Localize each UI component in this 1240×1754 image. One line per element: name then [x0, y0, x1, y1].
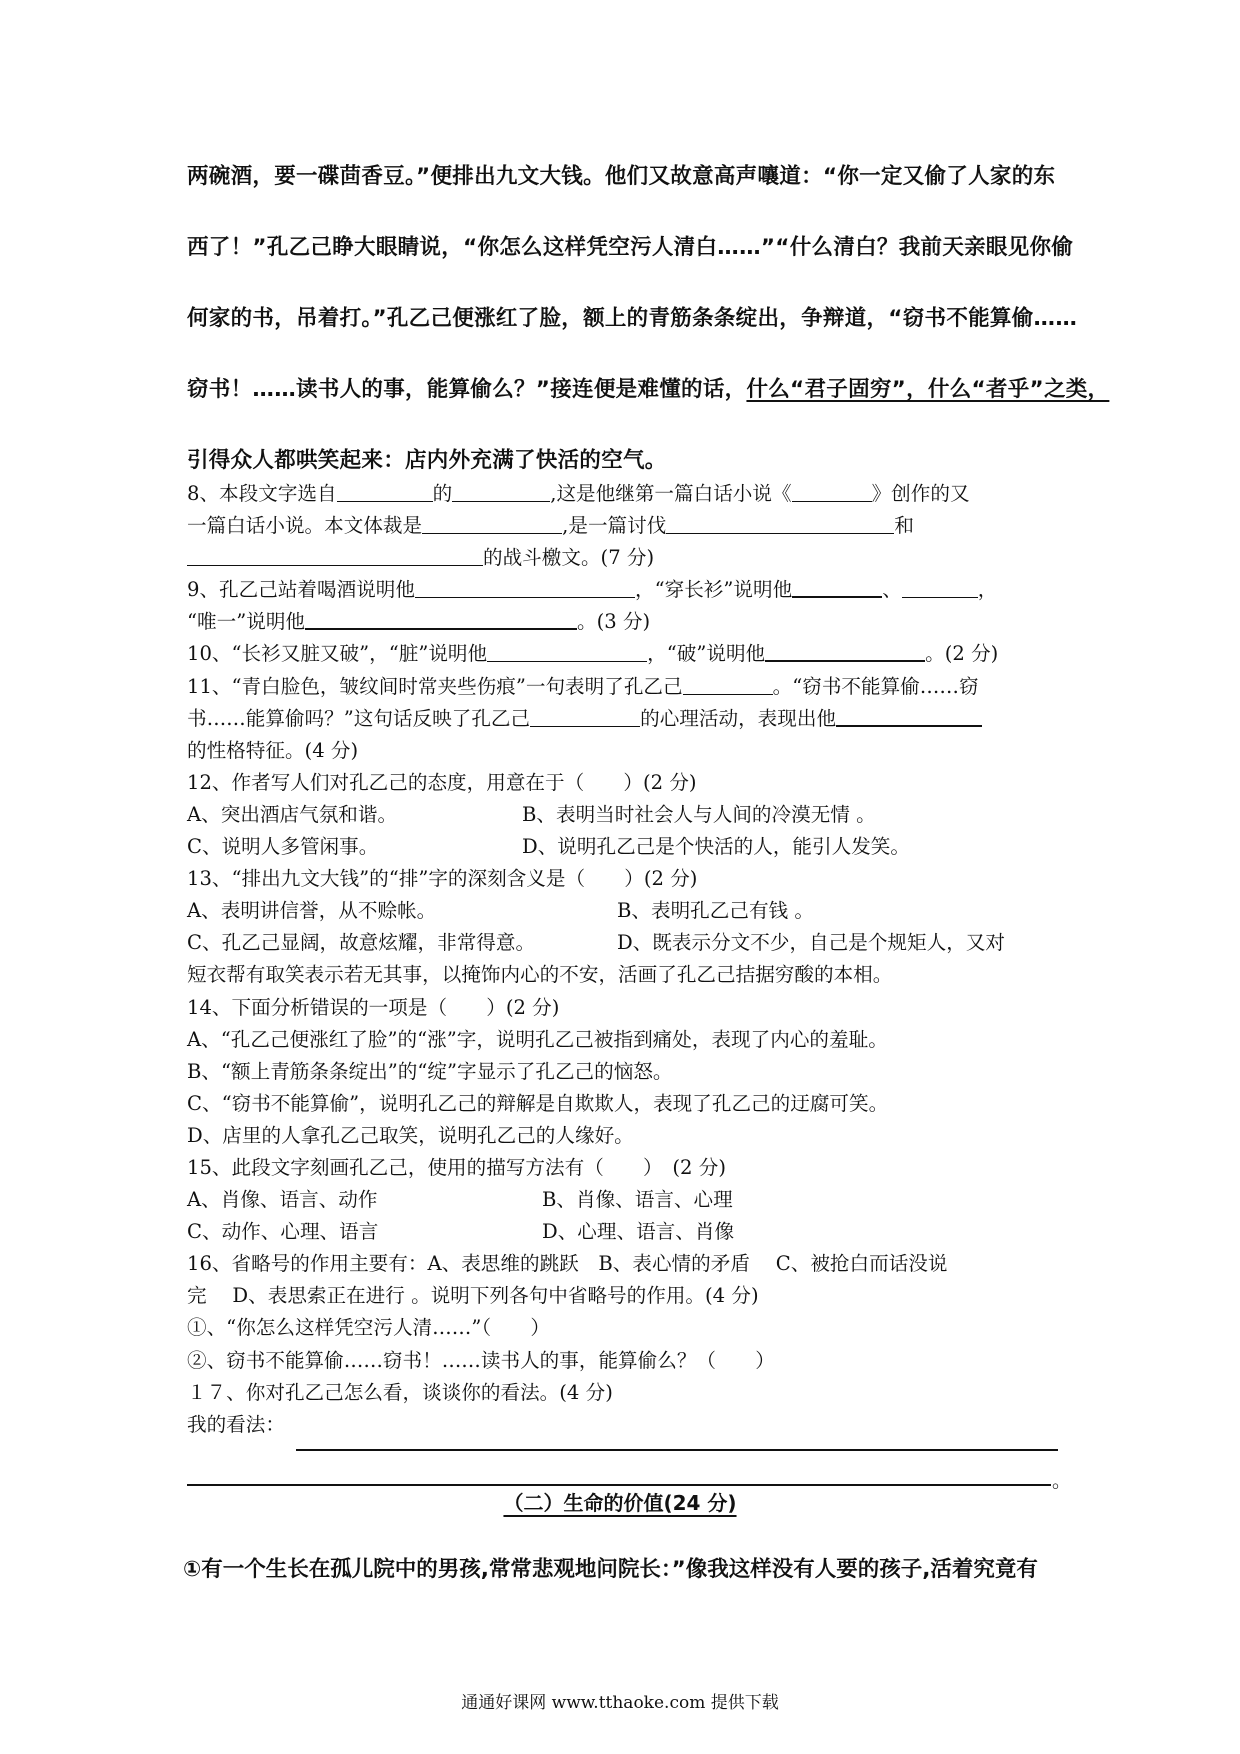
- answer-blank[interactable]: [765, 638, 925, 662]
- question-9-line1: [187, 574, 1062, 606]
- question-text: 9、孔乙己站着喝酒说明他: [187, 578, 415, 602]
- question-14-stem: 14、下面分析错误的一项是（ ）(2 分): [187, 995, 560, 1019]
- question-text: 、: [882, 578, 902, 602]
- passage-line: [187, 373, 1110, 406]
- answer-line[interactable]: [296, 1449, 1058, 1451]
- question-13-option-d-cont: 短衣帮有取笑表示若无其事，以掩饰内心的不安，活画了孔乙己拮据穷酸的本相。: [187, 963, 893, 987]
- answer-blank[interactable]: [902, 575, 978, 598]
- question-16-line2: 完 D、表思索正在进行 。说明下列各句中省略号的作用。(4 分): [187, 1284, 759, 1308]
- answer-blank[interactable]: [305, 606, 577, 630]
- option-d[interactable]: D、心理、语言、肖像: [542, 1220, 735, 1244]
- option-d[interactable]: D、说明孔乙己是个快活的人，能引人发笑。: [522, 835, 910, 859]
- answer-blank[interactable]: [337, 479, 433, 502]
- question-text: 。(3 分): [577, 610, 651, 634]
- answer-blank[interactable]: [683, 672, 773, 695]
- answer-blank[interactable]: [187, 543, 483, 566]
- question-12-stem: 12、作者写人们对孔乙己的态度，用意在于（ ）(2 分): [187, 770, 697, 794]
- option-b[interactable]: B、表明当时社会人与人间的冷漠无情 。: [522, 802, 876, 826]
- question-text: 8、本段文字选自: [187, 482, 337, 505]
- question-12-options-ab: [187, 799, 1062, 831]
- question-text: 10、“长衫又脏又破”，“脏”说明他: [187, 642, 488, 666]
- question-16-line1: 16、省略号的作用主要有：A、表思维的跳跃 B、表心情的矛盾 C、被抢白而话没说: [187, 1252, 948, 1276]
- section-title-text: （二）生命的价值(24 分): [503, 1491, 737, 1515]
- question-16-item1[interactable]: ①、“你怎么这样凭空污人清……”（ ）: [187, 1316, 550, 1340]
- question-12-options-cd: [187, 831, 1062, 863]
- question-8-line1: [187, 478, 1062, 510]
- question-17-stem: １７、你对孔乙己怎么看，谈谈你的看法。(4 分): [187, 1380, 613, 1404]
- option-a[interactable]: A、肖像、语言、动作: [187, 1188, 378, 1212]
- option-a[interactable]: A、“孔乙己便涨红了脸”的“涨”字，说明孔乙己被指到痛处，表现了内心的羞耻。: [187, 1027, 888, 1051]
- question-text: 的心理活动，表现出他: [640, 706, 837, 730]
- option-b[interactable]: B、“额上青筋条条绽出”的“绽”字显示了孔乙己的恼怒。: [187, 1059, 673, 1083]
- question-text: ，“穿长衫”说明他: [635, 578, 793, 602]
- passage-line: 两碗酒，要一碟茴香豆。”便排出九文大钱。他们又故意高声嚷道：“你一定又偷了人家的东: [187, 164, 1056, 189]
- option-d[interactable]: D、既表示分文不少，自己是个规矩人，又对: [617, 931, 1005, 955]
- article-first-line: ①有一个生长在孤儿院中的男孩,常常悲观地问院长：”像我这样没有人要的孩子,活着究竟有: [183, 1557, 1038, 1582]
- answer-blank[interactable]: [452, 479, 550, 502]
- question-text: ,是一篇讨伐: [562, 514, 667, 538]
- option-c[interactable]: C、孔乙己显阔，故意炫耀，非常得意。: [187, 931, 536, 955]
- question-15-stem: 15、此段文字刻画孔乙己，使用的描写方法有（ ） (2 分): [187, 1155, 726, 1179]
- passage-line: 西了！”孔乙己睁大眼睛说，“你怎么这样凭空污人清白……”“什么清白？我前天亲眼见你偷: [187, 235, 1074, 260]
- question-16-item2[interactable]: ②、窃书不能算偷……窃书！……读书人的事，能算偷么？（ ）: [187, 1348, 775, 1372]
- question-13-options-cd: [187, 927, 1062, 959]
- question-text: ，: [977, 578, 998, 602]
- question-17-answer-label: 我的看法：: [187, 1412, 285, 1436]
- question-text: 》创作的又: [871, 482, 970, 505]
- question-text: 一篇白话小说。本文体裁是: [187, 514, 423, 538]
- question-text: 书……能算偷吗？”这句话反映了孔乙己: [187, 706, 531, 730]
- underlined-phrase: 什么“君子固穷”，什么“者乎”之类，: [746, 377, 1110, 402]
- question-10: [187, 638, 1062, 670]
- option-a[interactable]: A、突出酒店气氛和谐。: [187, 802, 398, 826]
- passage-line: 引得众人都哄笑起来：店内外充满了快活的空气。: [187, 448, 667, 473]
- question-text: 和: [894, 514, 914, 538]
- reading-passage: [187, 160, 1110, 477]
- answer-blank[interactable]: [792, 479, 872, 502]
- question-text: 。“窃书不能算偷……窃: [772, 674, 979, 698]
- question-text: 。(2 分): [925, 642, 999, 666]
- answer-blank[interactable]: [530, 704, 640, 727]
- passage-line: 何家的书，吊着打。”孔乙己便涨红了脸，额上的青筋条条绽出，争辩道，“窃书不能算偷……: [187, 306, 1078, 331]
- answer-blank[interactable]: [666, 511, 894, 534]
- option-b[interactable]: B、表明孔乙己有钱 。: [617, 899, 814, 923]
- question-text: 11、“青白脸色，皱纹间时常夹些伤痕”一句表明了孔乙己: [187, 674, 683, 698]
- answer-blank[interactable]: [422, 511, 562, 534]
- question-15-options-cd: [187, 1216, 1062, 1248]
- question-text: ,这是他继第一篇白话小说《: [550, 482, 792, 505]
- option-d[interactable]: D、店里的人拿孔乙己取笑，说明孔乙己的人缘好。: [187, 1123, 634, 1147]
- questions: [187, 478, 1062, 1441]
- answer-blank[interactable]: [415, 575, 635, 598]
- answer-blank[interactable]: [836, 703, 982, 727]
- question-text: ，“破”说明他: [647, 642, 766, 666]
- section-title: [0, 1487, 1240, 1516]
- answer-end-mark: 。: [1052, 1470, 1072, 1492]
- question-13-options-ab: [187, 895, 1062, 927]
- question-15-options-ab: [187, 1184, 1062, 1216]
- option-a[interactable]: A、表明讲信誉，从不赊帐。: [187, 899, 437, 923]
- question-8-line2: [187, 510, 1062, 542]
- option-b[interactable]: B、肖像、语言、心理: [542, 1188, 733, 1212]
- question-11-line1: [187, 671, 1062, 703]
- question-8-line3: [187, 542, 1062, 574]
- page-footer: 通通好课网 www.tthaoke.com 提供下载: [461, 1693, 779, 1713]
- answer-blank[interactable]: [792, 574, 882, 598]
- question-text: 的: [432, 482, 453, 505]
- question-text: 的战斗檄文。(7 分): [483, 546, 655, 570]
- question-9-line2: [187, 606, 1062, 638]
- passage-text: 窃书！……读书人的事，能算偷么？”接连便是难懂的话，: [187, 377, 747, 402]
- option-c[interactable]: C、动作、心理、语言: [187, 1220, 379, 1244]
- question-text: “唯一”说明他: [187, 610, 306, 634]
- option-c[interactable]: C、说明人多管闲事。: [187, 835, 379, 859]
- question-11-line3: 的性格特征。(4 分): [187, 738, 359, 762]
- option-c[interactable]: C、“窃书不能算偷”，说明孔乙己的辩解是自欺欺人，表现了孔乙己的迂腐可笑。: [187, 1091, 889, 1115]
- question-13-stem: 13、“排出九文大钱”的“排”字的深刻含义是（ ）(2 分): [187, 867, 698, 891]
- answer-line[interactable]: [187, 1484, 1051, 1486]
- answer-blank[interactable]: [487, 639, 647, 662]
- question-11-line2: [187, 703, 1062, 735]
